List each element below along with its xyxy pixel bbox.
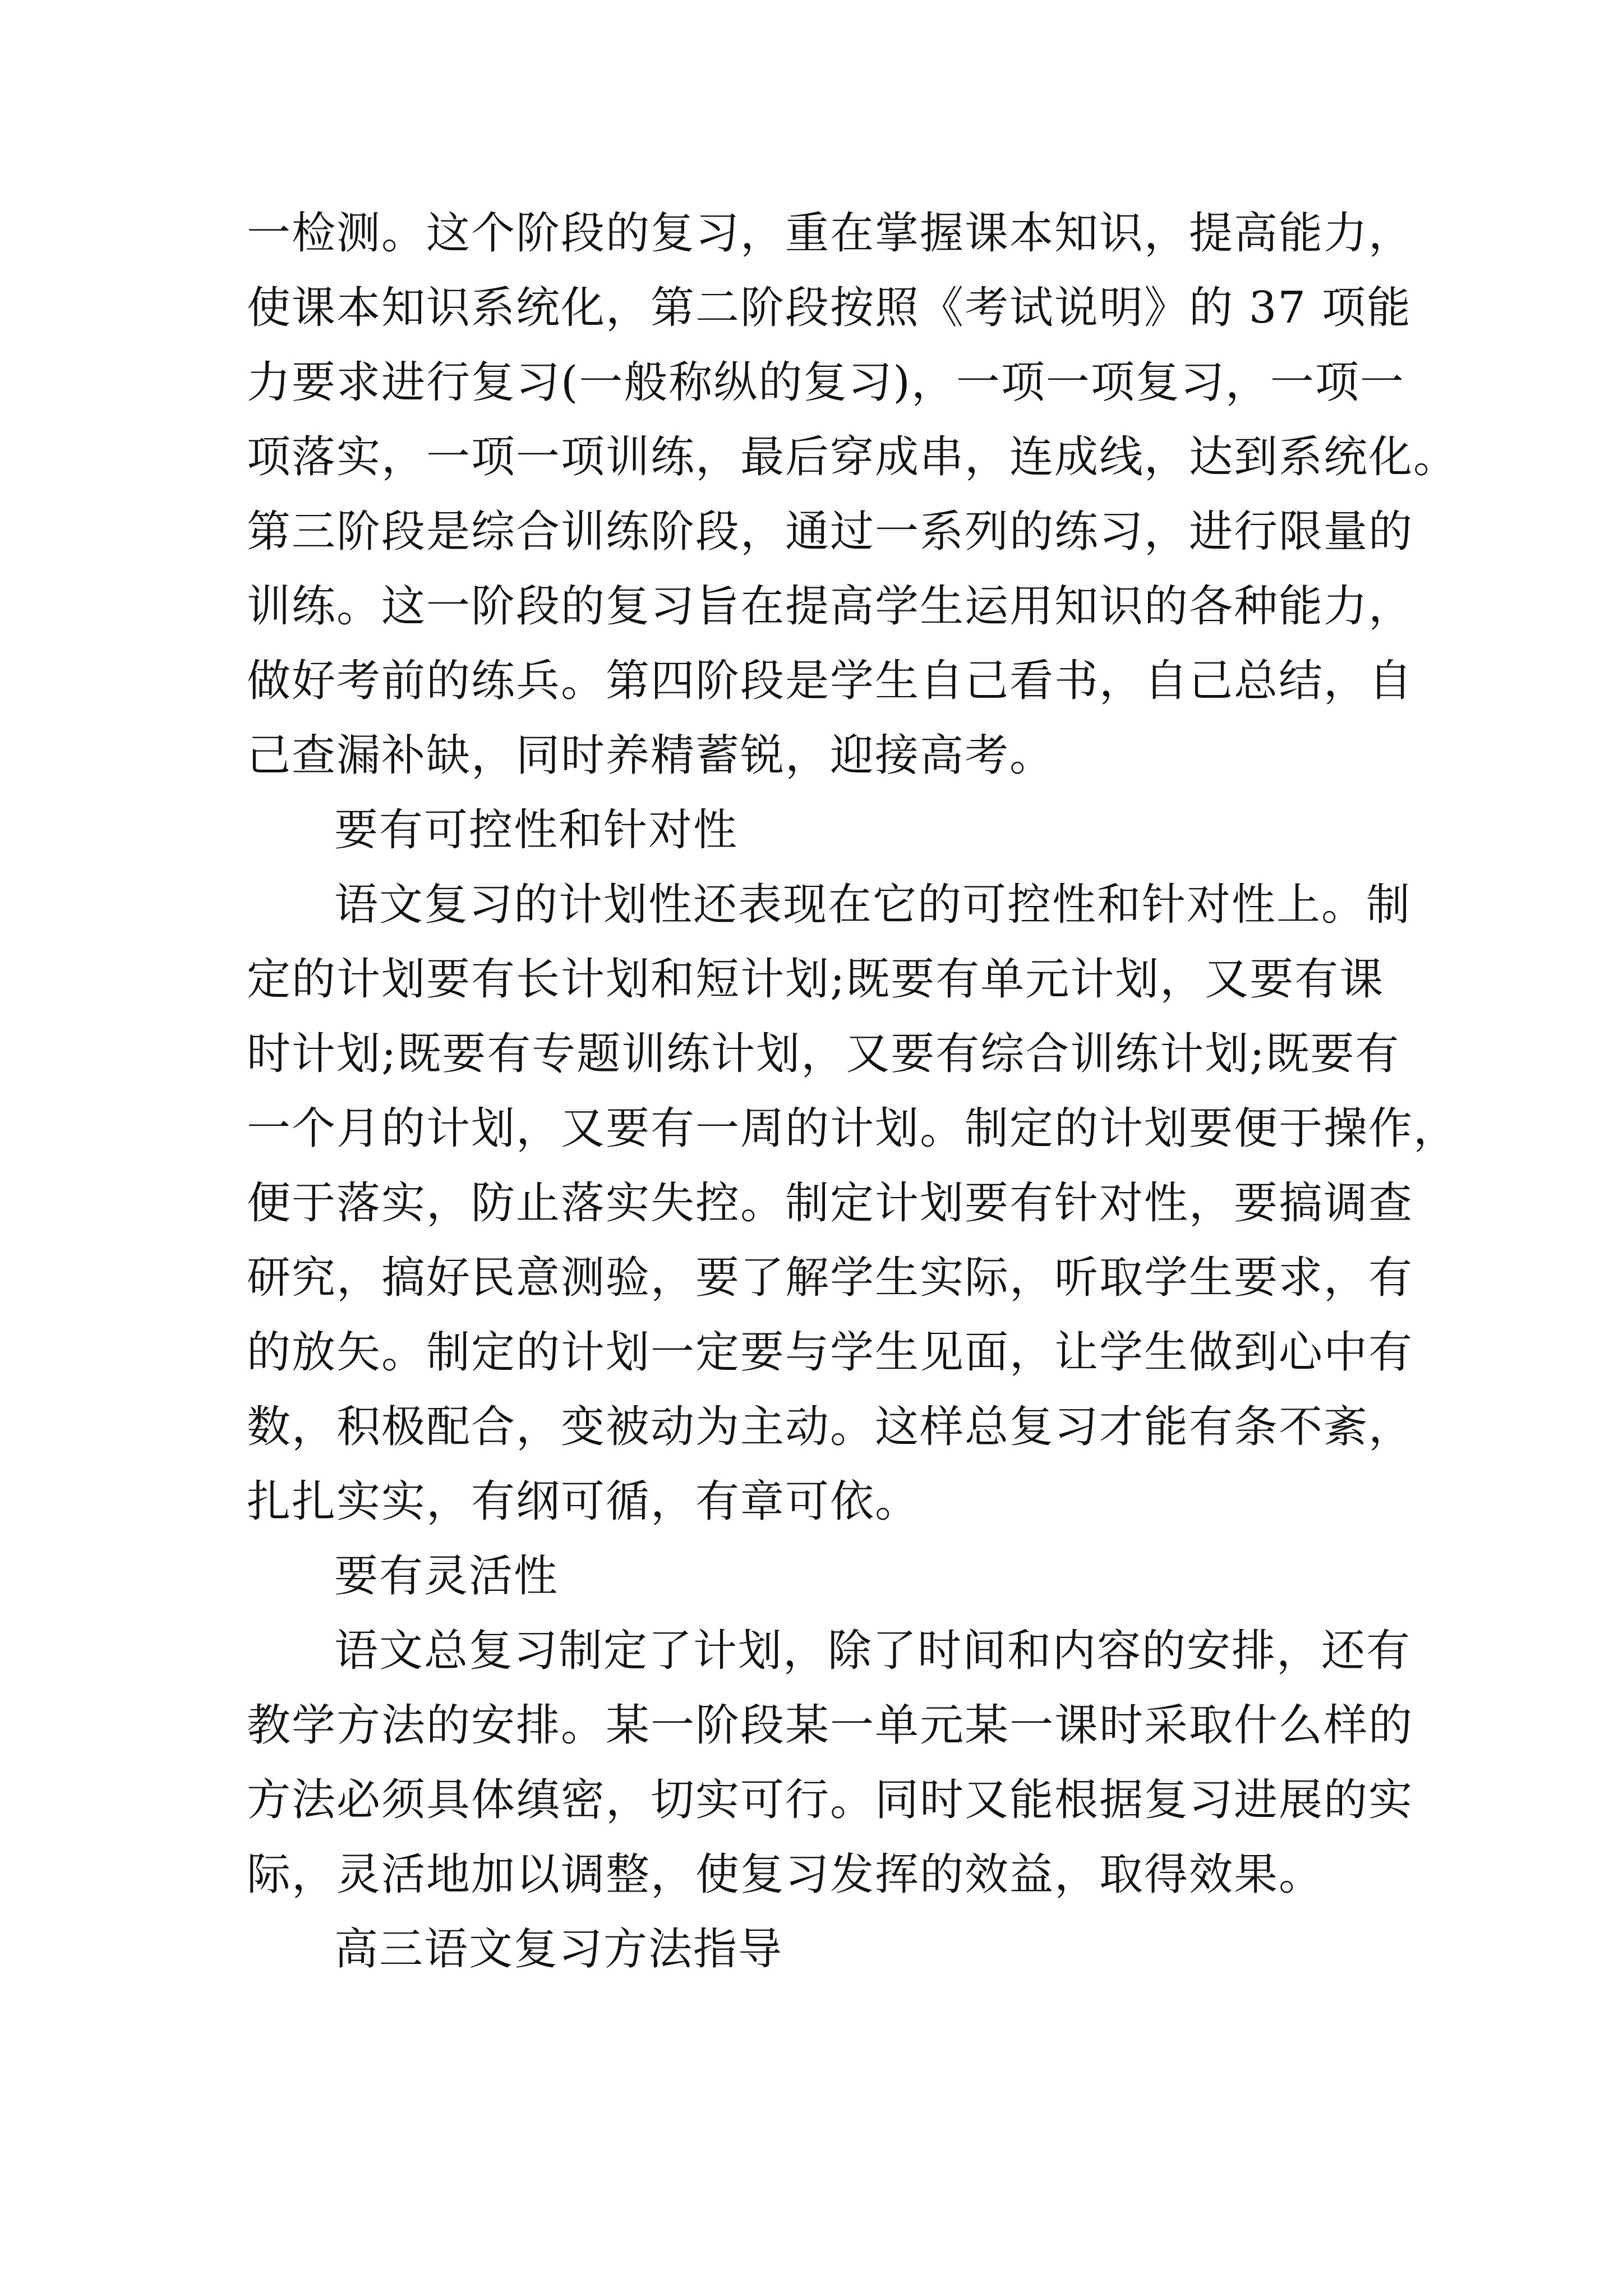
- text-line-7: 做好考前的练兵。第四阶段是学生自己看书，自己总结，自: [247, 656, 1414, 706]
- text-line-16: 的放矢。制定的计划一定要与学生见面，让学生做到心中有: [247, 1327, 1414, 1378]
- text-line-13: 一个月的计划，又要有一周的计划。制定的计划要便于操作，: [247, 1103, 1459, 1154]
- text-line-5: 第三阶段是综合训练阶段，通过一系列的练习，进行限量的: [247, 507, 1414, 557]
- section-heading-flexibility: 要有灵活性: [334, 1551, 559, 1602]
- text-line-11: 定的计划要有长计划和短计划;既要有单元计划，又要有课: [247, 954, 1385, 1005]
- text-line-6: 训练。这一阶段的复习旨在提高学生运用知识的各种能力，: [247, 581, 1414, 632]
- text-line-4: 项落实，一项一项训练，最后穿成串，连成线，达到系统化。: [247, 432, 1459, 482]
- text-line-20: 语文总复习制定了计划，除了时间和内容的安排，还有: [334, 1626, 1412, 1676]
- text-line-15: 研究，搞好民意测验，要了解学生实际，听取学生要求，有: [247, 1253, 1414, 1303]
- section-heading-controllability: 要有可控性和针对性: [334, 805, 739, 855]
- text-line-12: 时计划;既要有专题训练计划，又要有综合训练计划;既要有: [247, 1029, 1400, 1079]
- text-line-3: 力要求进行复习(一般称纵的复习)，一项一项复习，一项一: [247, 357, 1405, 408]
- text-line-1: 一检测。这个阶段的复习，重在掌握课本知识，提高能力，: [247, 208, 1414, 259]
- text-line-8: 己查漏补缺，同时养精蓄锐，迎接高考。: [247, 730, 1055, 781]
- text-line-10: 语文复习的计划性还表现在它的可控性和针对性上。制: [334, 880, 1412, 930]
- text-line-21: 教学方法的安排。某一阶段某一单元某一课时采取什么样的: [247, 1700, 1414, 1751]
- text-line-23: 际，灵活地加以调整，使复习发挥的效益，取得效果。: [247, 1849, 1324, 1900]
- section-heading-method-guide: 高三语文复习方法指导: [334, 1924, 783, 1975]
- text-line-22: 方法必须具体缜密，切实可行。同时又能根据复习进展的实: [247, 1775, 1414, 1825]
- text-line-17: 数，积极配合，变被动为主动。这样总复习才能有条不紊，: [247, 1402, 1414, 1452]
- text-line-18: 扎扎实实，有纲可循，有章可依。: [247, 1476, 920, 1527]
- document-body: [247, 196, 1459, 1987]
- text-line-2: 使课本知识系统化，第二阶段按照《考试说明》的 37 项能: [247, 283, 1412, 333]
- text-line-14: 便于落实，防止落实失控。制定计划要有针对性，要搞调查: [247, 1178, 1414, 1228]
